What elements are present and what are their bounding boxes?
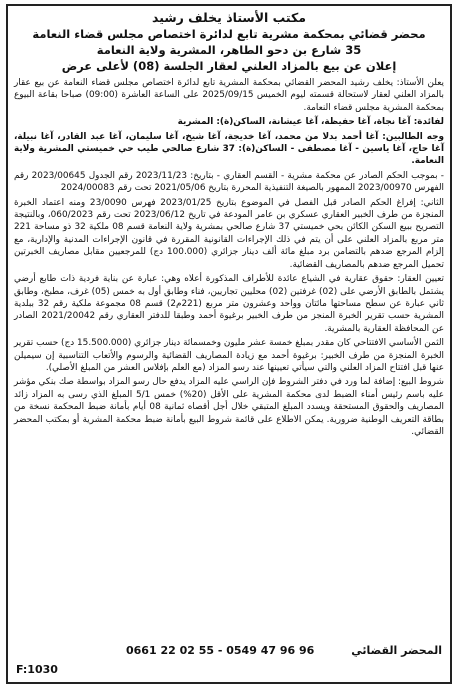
notice-footer bbox=[14, 644, 444, 678]
address-line: 35 شارع بن دحو الطاهر، المشرية ولاية النعامة bbox=[96, 43, 362, 57]
paragraph-property: تعيين العقار: حقوق عقارية في الشياع عائدة للأطراف المذكورة أعلاه وهي: عبارة عن بناية فردية ذات طابع أرضي يشتمل بالطابق الأرضي على (02) غرفتين (02) محليين تجاريين، فناء وطابق أول به خمس (05) غرف، مطبخ، وطابق ثاني عبارة عن سطح مساحتها مائتان وواحد وعشرون متر مربع (221م2) قسم 08 مجموعة ملكية رقم 32 ببلدية المشرية حسب تقرير الخبرة المنجز من طرف الخبير برغيوة أحمد وطبقا للدفتر العقاري رقم 2021/20042 الصادر عن المحافظة العقارية بالمشرية. bbox=[14, 274, 445, 334]
paragraph-conditions: شروط البيع: إضافة لما ورد في دفتر الشروط فإن الراسي عليه المزاد يدفع حال رسو المزاد بواسطة صك بنكي مؤشر عليه باسم رئيس أمناء الضبط لدى محكمة المشرية على الأقل (20%) خمس 5/1 المبلغ الذي رسى به المزاد زائد المصاريف والحقوق المستحقة ويسدد المبلغ المتبقي خلال أجل أقصاه ثمانية 08 أيام بأمانة ضبط المحكمة نسخة من بطاقة التعريف الوطنية ضرورية. يمكن الاطلاع على قائمة شروط البيع بأمانة ضبط محكمة المشرية أو بمكتب المحضر القضائي. bbox=[14, 377, 445, 437]
paragraph-price: الثمن الأساسي الافتتاحي كان مقدر بمبلغ خمسة عشر مليون وخمسمائة دينار جزائري (15.500.000 دج) حسب تقرير الخبرة المنجزة من طرف الخبير: برغيوة أحمد مع زيادة المصاريف القضائية والرسوم والأتعاب التناسبية إن سيميلن عنها قبل افتتاح المزاد العلني والتي سيأتي تعيينها عند رسو المزاد (مع العلم بإفلاس العشر من المبلغ الأصلي). bbox=[14, 338, 444, 373]
notice-header bbox=[14, 10, 444, 74]
reference-code: F:1030 bbox=[16, 663, 58, 676]
notice-body bbox=[14, 77, 444, 438]
bailiff-line: محضر قضائي بمحكمة مشرية تابع لدائرة اختصاص مجلس قضاء النعامة bbox=[32, 27, 426, 41]
paragraph-judgment: - بموجب الحكم الصادر عن محكمة مشرية - القسم العقاري - بتاريخ: 2023/11/23 رقم الجدول 2023/00645 رقم الفهرس 2023/00970 الممهور بالصيغة التنفيذية المحررة بتاريخ 2021/05/06 تحت رقم 2024/00083 bbox=[14, 170, 444, 194]
bailiff-signature: المحضر القضائي bbox=[351, 644, 442, 657]
office-title: مكتب الأستاذ يخلف رشيد bbox=[152, 10, 306, 25]
paragraph-defendants: وجه الطالبين: آغا أحمد بدلا من محمد، آغا خديجة، آغا شيخ، آغا سليمان، آغا عبد القادر، آغا نبيلة، آغا حاج، آغا ياسين - آغا مصطفى - الساكن(ة): 37 شارع صالحي طيب حي خميستي المشرية ولاية النعامة. bbox=[14, 131, 444, 167]
phone-numbers: 0661 22 02 55 - 0549 47 96 96 bbox=[126, 644, 315, 657]
paragraph-intro: يعلن الأستاذ: يخلف رشيد المحضر القضائي بمحكمة المشرية تابع لدائرة اختصاص مجلس قضاء النعامة عن بيع عقار بالمزاد العلني لعقار لاستحالة قسمته ليوم الخميس 2025/09/15 على الساعة العاشرة (09:00) صباحا بقاعة البيوع بمحكمة المشرية مجلس قضاء النعامة. bbox=[14, 78, 444, 113]
paragraph-beneficiaries: لفائدة: آغا نجاة، آغا حفيظة، آغا عيشانة، الساكن(ة): المشرية bbox=[177, 117, 444, 128]
announcement-title: إعلان عن بيع بالمزاد العلني لعقار الجلسة (08) لأعلى عرض bbox=[61, 59, 397, 73]
paragraph-second: الثاني: إفراغ الحكم الصادر قبل الفصل في الموضوع بتاريخ 2023/01/25 فهرس 23/0090 ومنه اعتماد الخبرة المنجزة من طرف الخبير العقاري عسكري بن عامر المودعة في تاريخ 2023/06/12 تحت رقم 060/2023، وبالنتيجة التصريح ببيع السكن الكائن بحي خميستي 37 شارع صالحي بمشرية ولاية النعامة قسم 08 ملكية 32 ذو مساحة 221 متر مربع بالمزاد العلني على أن يتم في ذلك الإجراءات القانونية المقررة في قانون الإجراءات المدنية والإدارية، مع إلزام المرجع ضدهم بالتضامن برد مبلغ مائة ألف دينار جزائري (100.000 دج) للمرجعيين مقابل مصاريف الخبرتين تحميل المرجع ضدهم بالمصاريف القضائية. bbox=[14, 197, 445, 270]
legal-notice bbox=[6, 4, 452, 684]
